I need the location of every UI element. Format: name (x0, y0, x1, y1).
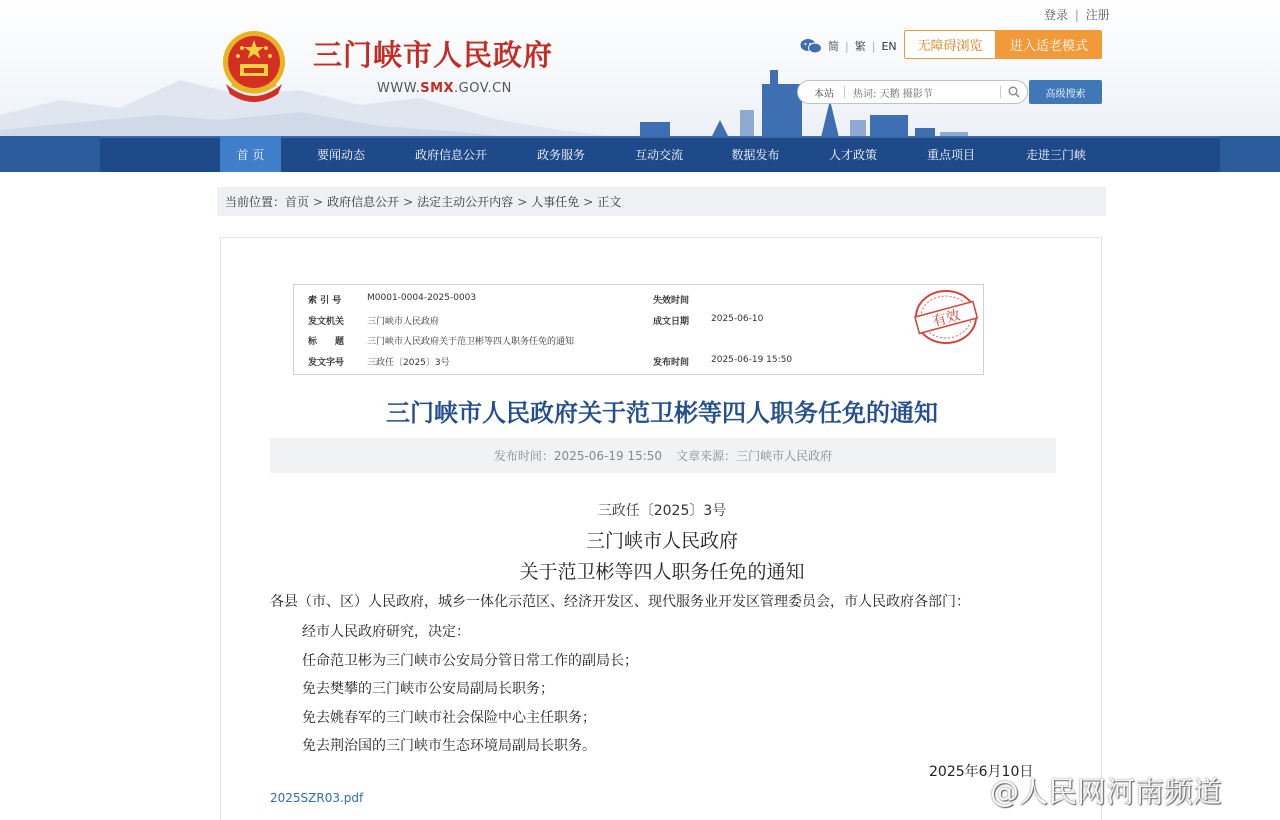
register-link[interactable]: 注册 (1085, 8, 1110, 22)
breadcrumb-current: 正文 (597, 195, 622, 209)
document-subject-heading: 关于范卫彬等四人职务任免的通知 (519, 561, 805, 583)
breadcrumb-gov-info[interactable]: 政府信息公开 (327, 195, 400, 209)
metadata-table (293, 284, 984, 375)
lang-english[interactable]: EN (881, 39, 897, 53)
login-separator: | (1074, 8, 1079, 22)
breadcrumb (217, 187, 1106, 216)
meta-docno-value: 三政任〔2025〕3号 (367, 358, 450, 368)
nav-menu (220, 136, 1102, 172)
meta-issuer-label: 发文机关 (308, 317, 345, 327)
meta-publish-label: 发布时间 (653, 358, 690, 368)
url-prefix: WWW. (377, 81, 421, 96)
meta-issuer-value: 三门峡市人民政府 (367, 317, 440, 327)
url-brand: SMX (420, 81, 455, 96)
nav-item-data[interactable]: 数据发布 (731, 147, 780, 162)
site-url (377, 81, 512, 96)
document-number: 三政任〔2025〕3号 (597, 503, 727, 519)
lang-separator: | (871, 39, 876, 53)
accessibility-button[interactable]: 无障碍浏览 (904, 30, 996, 59)
breadcrumb-separator: > (403, 194, 414, 209)
url-suffix: .GOV.CN (454, 81, 512, 96)
stamp-text: 有效 (930, 307, 963, 331)
nav-item-gov-info[interactable]: 政府信息公开 (414, 147, 487, 162)
lang-separator: | (845, 39, 849, 53)
nav-item-about[interactable]: 走进三门峡 (1025, 147, 1086, 162)
meta-index-value: M0001-0004-2025-0003 (367, 293, 477, 303)
breadcrumb-separator: > (517, 194, 528, 209)
nav-item-services[interactable]: 政务服务 (536, 147, 585, 162)
breadcrumb-prefix: 当前位置： (225, 195, 286, 209)
article-container (220, 237, 1102, 820)
elder-mode-button[interactable]: 进入适老模式 (996, 30, 1102, 59)
breadcrumb-home[interactable]: 首页 (285, 195, 310, 209)
article-title: 三门峡市人民政府关于范卫彬等四人职务任免的通知 (386, 399, 938, 427)
meta-docno-label: 发文字号 (308, 358, 345, 368)
national-emblem-icon (220, 28, 288, 102)
body-paragraph: 经市人民政府研究，决定： (302, 624, 470, 640)
watermark-text: @人民网河南频道 (990, 775, 1223, 809)
lang-traditional[interactable]: 繁 (854, 40, 866, 53)
meta-date-value: 2025-06-10 (711, 314, 764, 324)
nav-item-projects[interactable]: 重点项目 (926, 147, 975, 162)
nav-item-talent[interactable]: 人才政策 (828, 147, 877, 162)
watermark (950, 770, 1222, 811)
publish-info-bar (270, 438, 1056, 473)
nav-item-interaction[interactable]: 互动交流 (634, 147, 683, 162)
article-source: 文章来源：三门峡市人民政府 (676, 449, 833, 463)
meta-publish-value: 2025-06-19 15:50 (711, 355, 793, 365)
navbar-wing-right (1210, 136, 1280, 172)
publish-time: 发布时间：2025-06-19 15:50 (493, 449, 663, 463)
valid-stamp-icon (910, 287, 982, 347)
site-title[interactable]: 三门峡市人民政府 (313, 38, 554, 72)
body-paragraph: 任命范卫彬为三门峡市公安局分管日常工作的副局长； (302, 653, 638, 669)
meta-title-label: 标 题 (308, 337, 345, 347)
meta-date-label: 成文日期 (653, 317, 690, 327)
navbar-wing-left (0, 136, 110, 172)
pdf-attachment-link[interactable]: 2025SZR03.pdf (270, 791, 364, 805)
breadcrumb-separator: > (313, 194, 324, 209)
weibo-icon (950, 778, 984, 804)
nav-item-home[interactable]: 首 页 (220, 136, 281, 172)
meta-expire-label: 失效时间 (653, 296, 690, 306)
breadcrumb-statutory[interactable]: 法定主动公开内容 (417, 195, 514, 209)
body-paragraph: 免去姚春军的三门峡市社会保险中心主任职务； (302, 710, 596, 726)
search-scope[interactable]: 本站 (814, 88, 834, 100)
body-paragraph: 免去樊攀的三门峡市公安局副局长职务； (302, 681, 554, 697)
document-date: 2025年6月10日 (929, 764, 1034, 780)
search-input[interactable]: 热词: 天鹅 摄影节 (853, 88, 933, 100)
addressee: 各县（市、区）人民政府，城乡一体化示范区、经济开发区、现代服务业开发区管理委员会，市人民政府各部门： (270, 594, 970, 610)
meta-title-value: 三门峡市人民政府关于范卫彬等四人职务任免的通知 (367, 337, 575, 347)
meta-index-label: 索 引 号 (308, 296, 342, 306)
breadcrumb-separator: > (583, 194, 594, 209)
login-link[interactable]: 登录 (1044, 8, 1069, 22)
login-links (1044, 6, 1110, 23)
breadcrumb-personnel[interactable]: 人事任免 (531, 195, 580, 209)
document-issuer-heading: 三门峡市人民政府 (585, 530, 738, 552)
lang-simplified[interactable]: 简 (828, 40, 839, 53)
language-switcher (800, 38, 897, 54)
search-icon[interactable] (1001, 86, 1027, 98)
wechat-icon[interactable] (800, 38, 822, 54)
advanced-search-button[interactable]: 高级搜索 (1029, 80, 1102, 104)
nav-item-news[interactable]: 要闻动态 (316, 147, 365, 162)
search-bar[interactable] (797, 80, 1028, 104)
body-paragraph: 免去荆治国的三门峡市生态环境局副局长职务。 (302, 738, 596, 754)
